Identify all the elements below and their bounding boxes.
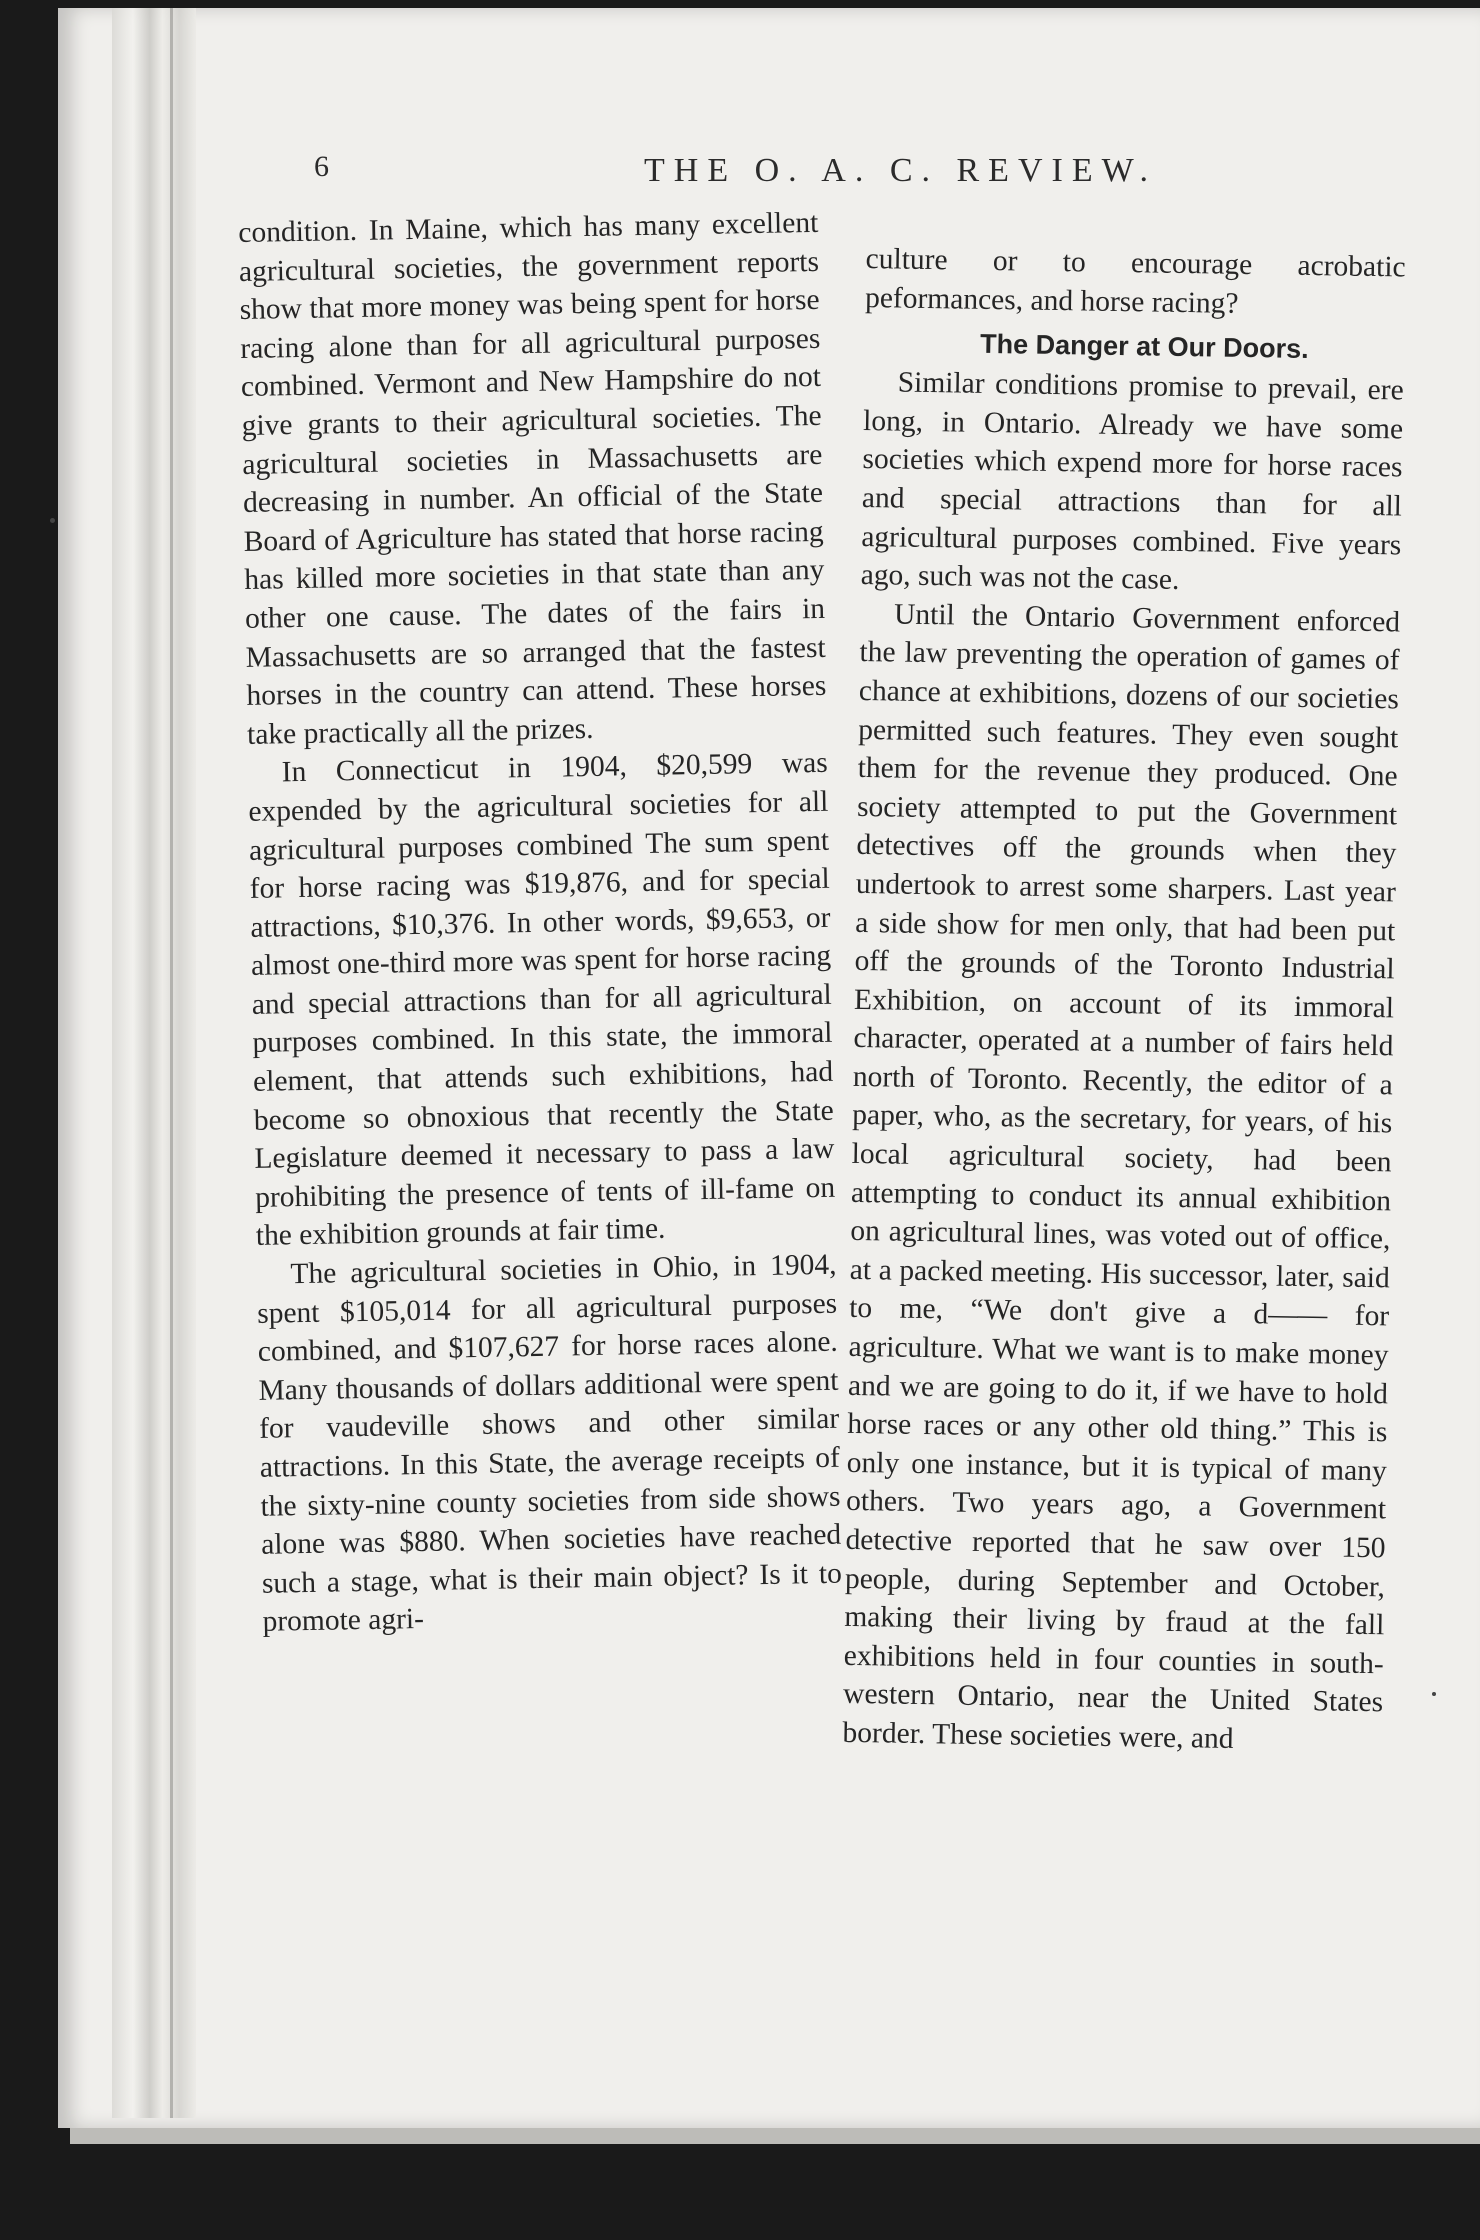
- scan-speck: [50, 518, 55, 523]
- scan-speck: [1432, 1692, 1436, 1696]
- left-column: [238, 204, 843, 1642]
- paragraph: In Connecticut in 1904, $20,599 was expended by the agricultural societies for all agricultural purposes combined The sum spent for horse racing was $19,876, and for special attractions, $10,376. In other words, $9,653, or almost one-third more was spent for horse racing and special attractions than for all agricultural purposes combined. In this state, the immoral element, that attends such exhibitions, had become so obnoxious that recently the State Legislature deemed it necessary to pass a law prohibiting the presence of tents of ill-fame on the exhibition grounds at fair time.: [248, 747, 836, 1253]
- page-binding-edge: [112, 8, 196, 2118]
- paragraph: Similar conditions promise to prevail, ere long, in Ontario. Already we have some societies which expend more for horse races and special attractions than for all agricultural purposes combined. Five years ago, such was not the case.: [860, 366, 1404, 597]
- page-header: [250, 150, 1400, 210]
- running-title: THE O. A. C. REVIEW.: [644, 152, 1158, 189]
- right-column: [842, 240, 1406, 1761]
- page-bottom-edge: [70, 2128, 1480, 2144]
- paragraph: Until the Ontario Government enforced the law preventing the operation of games of chance at exhibitions, dozens of our societies permitted such features. They even sought them for the revenue they produced. One society attempted to put the Government detectives off the grounds when they undertook to arrest some sharpers. Last year a side show for men only, that had been put off the grounds of the Toronto Industrial Exhibition, on account of its immoral character, operated at a number of fairs held north of Toronto. Recently, the editor of a paper, who, as the secretary, for years, of his local agricultural society, had been attempting to conduct its annual exhibition on agricultural lines, was voted out of office, at a packed meeting. His successor, later, said to me, “We don't give a d—— for agriculture. What we want is to make money and we are going to do it, if we have to hold horse races or any other old thing.” This is only one instance, but it is typical of many others. Two years ago, a Government detective reported that he saw over 150 people, during September and October, making their living by fraud at the fall exhibitions held in four counties in south-western Ontario, near the United States border. These societies were, and: [842, 598, 1401, 1755]
- paragraph: The agricultural societies in Ohio, in 1904, spent $105,014 for all agricultural purposes combined, and $107,627 for horse races alone. Many thousands of dollars additional were spent for vaudeville shows and other similar attractions. In this State, the average receipts of the sixty-nine county societies from side shows alone was $880. When societies have reached such a stage, what is their main object? Is it to promote agri-: [256, 1248, 843, 1639]
- paragraph-continuation: culture or to encourage acrobatic peformances, and horse racing?: [864, 242, 1406, 320]
- paragraph: condition. In Maine, which has many excellent agricultural societies, the government reports show that more money was being spent for horse racing alone than for all agricultural purposes combined. Vermont and New Hampshire do not give grants to their agricultural societies. The agricultural societies in Massachusetts are decreasing in number. An official of the State Board of Agriculture has stated that horse racing has killed more societies in that state than any other one cause. The dates of the fairs in Massachusetts are so arranged that the fastest horses in the country can attend. These horses take practically all the prizes.: [238, 206, 827, 751]
- section-heading: The Danger at Our Doors.: [979, 328, 1309, 365]
- page-number: 6: [314, 150, 329, 183]
